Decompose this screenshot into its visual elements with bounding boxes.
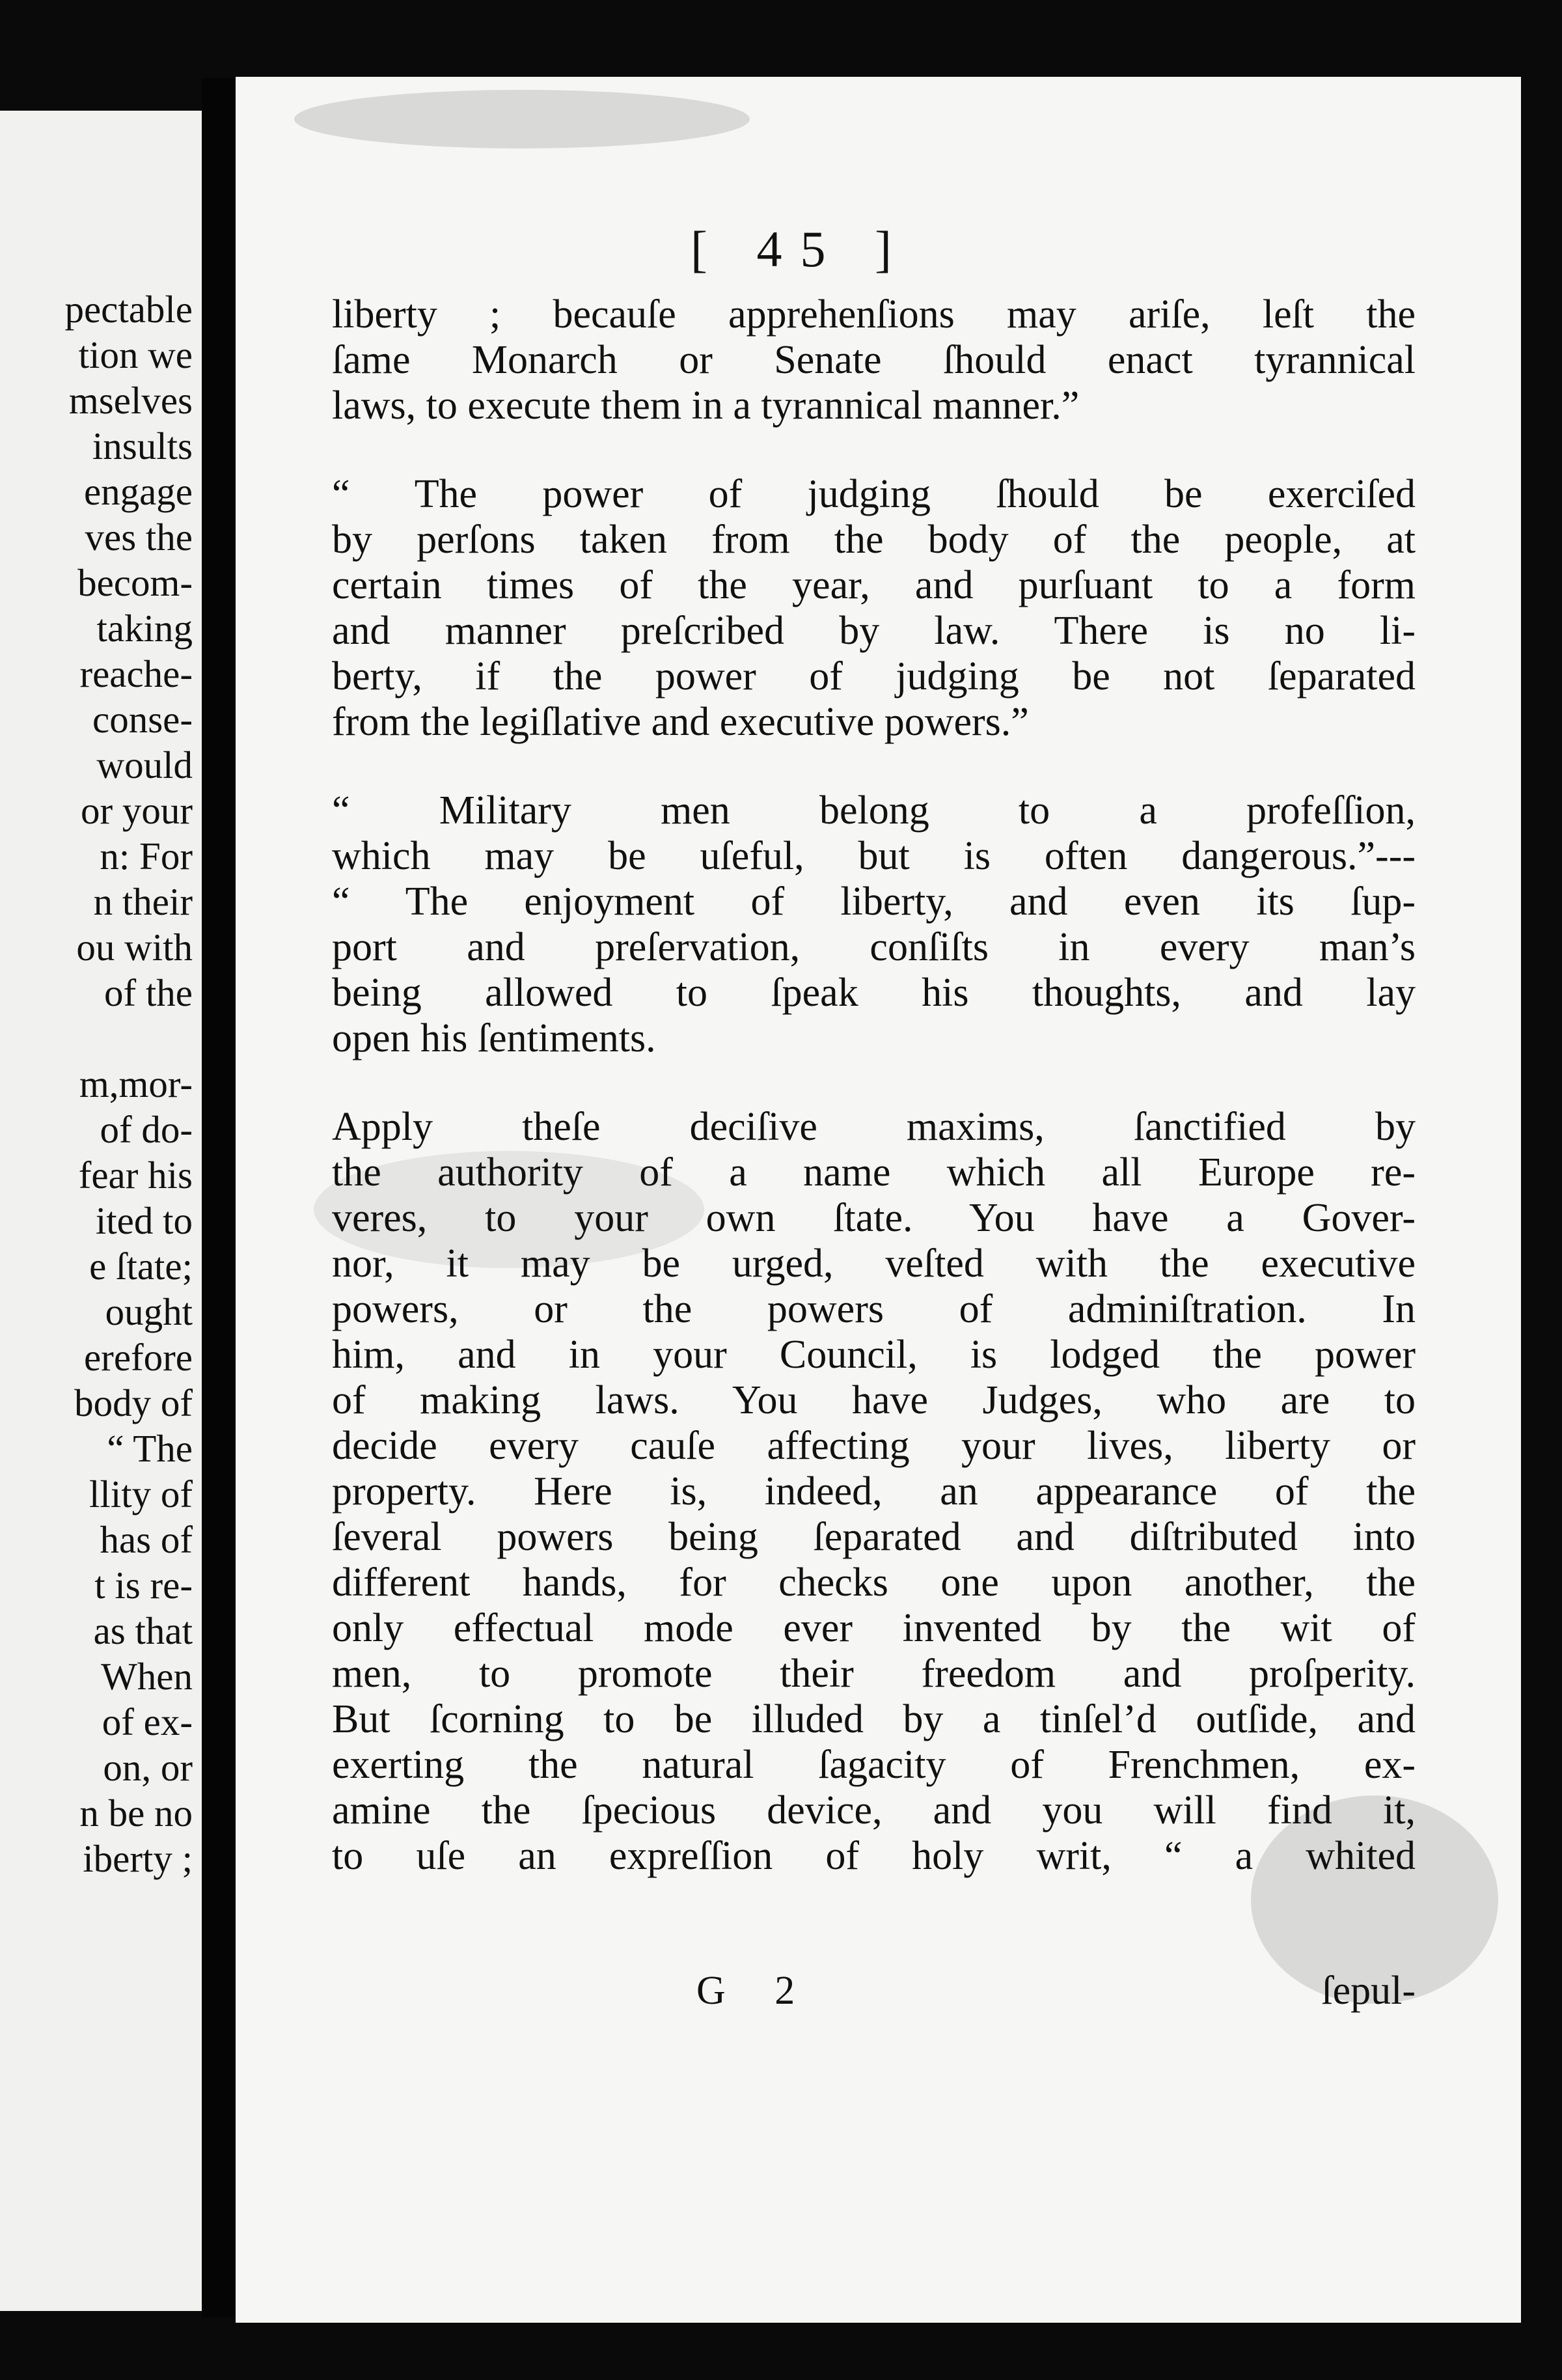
- left-page-line: or your: [80, 789, 193, 832]
- text-line: open his ſentiments.: [332, 1016, 656, 1060]
- text-line: nor, it may be urged, veſted with the executive: [332, 1241, 1416, 1286]
- left-page-line: tion we: [78, 333, 193, 376]
- text-line: But ſcorning to be illuded by a tinſel’d outſide, and: [332, 1697, 1416, 1741]
- text-line: by perſons taken from the body of the people, at: [332, 518, 1416, 562]
- text-line: being allowed to ſpeak his thoughts, and lay: [332, 971, 1416, 1015]
- page-number: [ 45 ]: [691, 221, 910, 277]
- book-gutter: [202, 78, 236, 2318]
- left-page-line: reache-: [79, 652, 193, 695]
- text-line: liberty ; becauſe apprehenſions may ariſe, leſt the: [332, 292, 1416, 337]
- text-line: amine the ſpecious device, and you will find it,: [332, 1788, 1416, 1833]
- left-page-fragment: [0, 111, 202, 2311]
- text-line: certain times of the year, and purſuant to a form: [332, 563, 1416, 607]
- paper-stain: [294, 90, 750, 148]
- text-line: of making laws. You have Judges, who are to: [332, 1378, 1416, 1422]
- left-page-line: of the: [104, 971, 193, 1014]
- left-page-line: ited to: [95, 1199, 193, 1242]
- text-line: ſame Monarch or Senate ſhould enact tyrannical: [332, 338, 1416, 382]
- text-line: him, and in your Council, is lodged the power: [332, 1333, 1416, 1377]
- paragraph: [332, 471, 1416, 745]
- left-page-line: conse-: [92, 698, 193, 741]
- left-page-line: pectable: [64, 288, 193, 331]
- text-line: and manner preſcribed by law. There is no li-: [332, 609, 1416, 653]
- text-line: decide every cauſe affecting your lives, liberty or: [332, 1424, 1416, 1468]
- text-line: laws, to execute them in a tyrannical manner.”: [332, 383, 1080, 428]
- left-page-line: on, or: [103, 1746, 193, 1789]
- text-line: which may be uſeful, but is often dangerous.”---: [332, 834, 1416, 878]
- text-line: port and preſervation, conſiſts in every man’s: [332, 925, 1416, 969]
- left-page-line: as that: [93, 1609, 193, 1652]
- paragraph: [332, 1104, 1416, 1879]
- left-page-line: iberty ;: [83, 1837, 193, 1880]
- left-page-line: ought: [105, 1290, 193, 1333]
- paragraph: [332, 292, 1416, 428]
- left-page-line: n be no: [79, 1792, 193, 1834]
- text-line: “ The enjoyment of liberty, and even its ſup-: [332, 879, 1416, 924]
- left-page-line: m,mor-: [79, 1062, 193, 1105]
- signature-mark: G 2: [696, 1969, 815, 2013]
- left-page-line: When: [101, 1655, 193, 1698]
- left-page-line: mselves: [68, 379, 193, 422]
- page-footer: [332, 1968, 1416, 2020]
- left-page-line: llity of: [89, 1473, 193, 1515]
- left-page-line: n their: [93, 880, 193, 923]
- left-page-line: becom-: [77, 561, 193, 604]
- left-page-line: erefore: [83, 1336, 193, 1379]
- right-page: [236, 77, 1521, 2323]
- text-line: “ The power of judging ſhould be exerciſed: [332, 472, 1416, 516]
- left-page-line: of do-: [100, 1108, 193, 1151]
- text-line: ſeveral powers being ſeparated and diſtributed into: [332, 1515, 1416, 1559]
- left-page-line: t is re-: [94, 1564, 193, 1607]
- text-line: veres, to your own ſtate. You have a Gover-: [332, 1196, 1416, 1240]
- text-line: to uſe an expreſſion of holy writ, “ a whited: [332, 1834, 1416, 1878]
- text-line: “ Military men belong to a profeſſion,: [332, 788, 1416, 833]
- text-line: the authority of a name which all Europe re-: [332, 1150, 1416, 1195]
- text-line: property. Here is, indeed, an appearance of the: [332, 1469, 1416, 1514]
- left-page-line: engage: [83, 470, 193, 513]
- left-page-line: n: For: [100, 835, 193, 878]
- paragraph: [332, 788, 1416, 1061]
- text-line: from the legiſlative and executive powers.”: [332, 700, 1029, 744]
- body-text: [332, 292, 1416, 1922]
- text-line: men, to promote their freedom and proſperity.: [332, 1652, 1416, 1696]
- left-page-line: ves the: [85, 516, 193, 559]
- left-page-line: e ſtate;: [89, 1245, 193, 1288]
- text-line: powers, or the powers of adminiſtration. In: [332, 1287, 1416, 1331]
- left-page-line: “ The: [107, 1427, 193, 1470]
- text-line: only effectual mode ever invented by the wit of: [332, 1606, 1416, 1650]
- left-page-line: ou with: [76, 926, 193, 969]
- left-page-line: insults: [92, 424, 193, 467]
- text-line: exerting the natural ſagacity of Frenchmen, ex-: [332, 1743, 1416, 1787]
- left-page-line: body of: [74, 1381, 193, 1424]
- text-line: Apply theſe deciſive maxims, ſanctified by: [332, 1105, 1416, 1149]
- left-page-line: of ex-: [102, 1700, 193, 1743]
- left-page-line: would: [96, 743, 193, 786]
- text-line: different hands, for checks one upon another, the: [332, 1560, 1416, 1605]
- catchword: ſepul-: [1321, 1969, 1416, 2013]
- left-page-line: taking: [96, 607, 193, 650]
- text-line: berty, if the power of judging be not ſeparated: [332, 654, 1416, 699]
- left-page-line: has of: [100, 1518, 193, 1561]
- left-page-line: fear his: [78, 1154, 193, 1197]
